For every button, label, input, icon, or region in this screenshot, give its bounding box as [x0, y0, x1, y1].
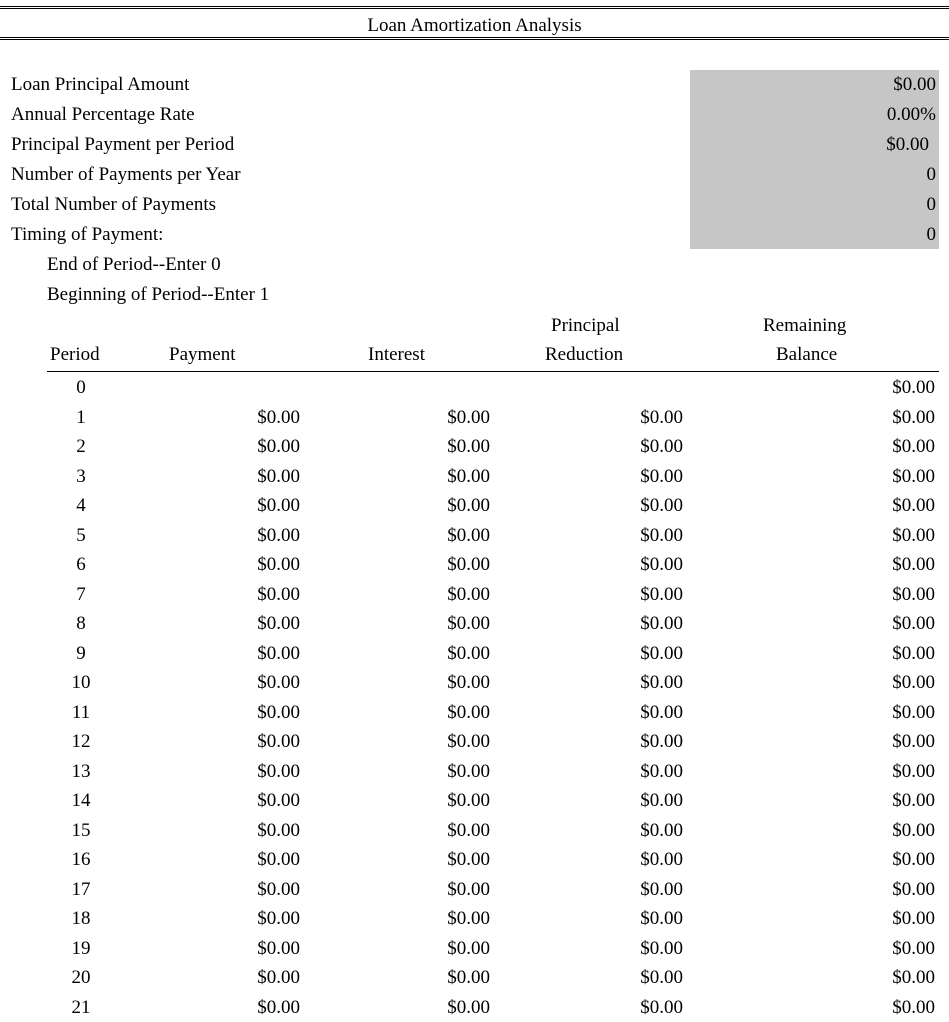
principal-reduction-cell: $0.00: [553, 963, 683, 993]
interest-cell: $0.00: [360, 491, 490, 521]
period-cell: 5: [60, 521, 102, 551]
payment-cell: $0.00: [170, 816, 300, 846]
interest-cell: $0.00: [360, 904, 490, 934]
principal-reduction-cell: $0.00: [553, 698, 683, 728]
loan-principal-input[interactable]: $0.00: [690, 70, 939, 99]
period-cell: 8: [60, 609, 102, 639]
principal-reduction-cell: $0.00: [553, 993, 683, 1022]
period-cell: 18: [60, 904, 102, 934]
table-row: [0, 403, 949, 433]
table-row: [0, 904, 949, 934]
payments-per-year-label: Number of Payments per Year: [11, 160, 241, 189]
table-row: [0, 609, 949, 639]
payment-timing-input[interactable]: 0: [690, 220, 939, 249]
payment-cell: $0.00: [170, 934, 300, 964]
payment-cell: $0.00: [170, 875, 300, 905]
header-period: Period: [50, 341, 100, 369]
remaining-balance-cell: $0.00: [760, 993, 935, 1022]
period-cell: 16: [60, 845, 102, 875]
remaining-balance-cell: $0.00: [760, 963, 935, 993]
payment-cell: $0.00: [170, 757, 300, 787]
remaining-balance-cell: $0.00: [760, 845, 935, 875]
table-row: [0, 521, 949, 551]
interest-cell: $0.00: [360, 639, 490, 669]
payment-cell: $0.00: [170, 609, 300, 639]
payment-cell: $0.00: [170, 668, 300, 698]
interest-cell: $0.00: [360, 934, 490, 964]
interest-cell: $0.00: [360, 521, 490, 551]
remaining-balance-cell: $0.00: [760, 757, 935, 787]
header-payment: Payment: [169, 341, 236, 369]
payment-cell: $0.00: [170, 462, 300, 492]
amortization-table-body: [0, 373, 949, 1022]
table-row: [0, 757, 949, 787]
principal-reduction-cell: $0.00: [553, 432, 683, 462]
timing-option-beginning: Beginning of Period--Enter 1: [47, 280, 269, 309]
total-payments-input[interactable]: 0: [690, 190, 939, 219]
remaining-balance-cell: $0.00: [760, 491, 935, 521]
sheet-title: Loan Amortization Analysis: [0, 16, 949, 35]
principal-reduction-cell: $0.00: [553, 727, 683, 757]
payment-cell: $0.00: [170, 491, 300, 521]
principal-reduction-cell: $0.00: [553, 491, 683, 521]
table-row: [0, 816, 949, 846]
header-principal-top: Principal: [551, 312, 620, 340]
interest-cell: $0.00: [360, 963, 490, 993]
period-cell: 9: [60, 639, 102, 669]
payment-cell: $0.00: [170, 993, 300, 1022]
table-row: [0, 727, 949, 757]
payment-cell: $0.00: [170, 845, 300, 875]
period-cell: 7: [60, 580, 102, 610]
remaining-balance-cell: $0.00: [760, 373, 935, 403]
principal-reduction-cell: $0.00: [553, 550, 683, 580]
annual-rate-label: Annual Percentage Rate: [11, 100, 195, 129]
interest-cell: $0.00: [360, 432, 490, 462]
period-cell: 3: [60, 462, 102, 492]
payment-cell: $0.00: [170, 521, 300, 551]
remaining-balance-cell: $0.00: [760, 875, 935, 905]
loan-principal-label: Loan Principal Amount: [11, 70, 189, 99]
table-row: [0, 491, 949, 521]
timing-option-end: End of Period--Enter 0: [47, 250, 221, 279]
remaining-balance-cell: $0.00: [760, 521, 935, 551]
period-cell: 1: [60, 403, 102, 433]
remaining-balance-cell: $0.00: [760, 550, 935, 580]
period-cell: 6: [60, 550, 102, 580]
principal-reduction-cell: $0.00: [553, 934, 683, 964]
table-row: [0, 963, 949, 993]
period-cell: 11: [60, 698, 102, 728]
interest-cell: $0.00: [360, 403, 490, 433]
principal-reduction-cell: $0.00: [553, 639, 683, 669]
header-principal-bottom: Reduction: [545, 341, 623, 369]
principal-reduction-cell: $0.00: [553, 875, 683, 905]
table-row: [0, 875, 949, 905]
remaining-balance-cell: $0.00: [760, 609, 935, 639]
remaining-balance-cell: $0.00: [760, 639, 935, 669]
interest-cell: $0.00: [360, 462, 490, 492]
interest-cell: $0.00: [360, 757, 490, 787]
table-row: [0, 639, 949, 669]
payment-cell: $0.00: [170, 786, 300, 816]
period-cell: 20: [60, 963, 102, 993]
table-row: [0, 373, 949, 403]
remaining-balance-cell: $0.00: [760, 432, 935, 462]
table-row: [0, 668, 949, 698]
interest-cell: $0.00: [360, 845, 490, 875]
payment-cell: $0.00: [170, 698, 300, 728]
header-underline: [47, 371, 939, 372]
remaining-balance-cell: $0.00: [760, 580, 935, 610]
principal-payment-input[interactable]: $0.00: [690, 130, 939, 159]
period-cell: 2: [60, 432, 102, 462]
period-cell: 13: [60, 757, 102, 787]
table-row: [0, 580, 949, 610]
principal-reduction-cell: $0.00: [553, 904, 683, 934]
annual-rate-input[interactable]: 0.00%: [690, 100, 939, 129]
period-cell: 21: [60, 993, 102, 1022]
principal-reduction-cell: $0.00: [553, 845, 683, 875]
principal-reduction-cell: $0.00: [553, 609, 683, 639]
payment-cell: $0.00: [170, 580, 300, 610]
interest-cell: $0.00: [360, 727, 490, 757]
principal-reduction-cell: $0.00: [553, 521, 683, 551]
payment-cell: $0.00: [170, 904, 300, 934]
period-cell: 12: [60, 727, 102, 757]
table-row: [0, 550, 949, 580]
remaining-balance-cell: $0.00: [760, 698, 935, 728]
remaining-balance-cell: $0.00: [760, 786, 935, 816]
period-cell: 19: [60, 934, 102, 964]
payment-timing-label: Timing of Payment:: [11, 220, 163, 249]
interest-cell: $0.00: [360, 550, 490, 580]
remaining-balance-cell: $0.00: [760, 904, 935, 934]
header-balance-bottom: Balance: [776, 341, 837, 369]
payment-cell: $0.00: [170, 639, 300, 669]
table-row: [0, 462, 949, 492]
table-row: [0, 786, 949, 816]
payments-per-year-input[interactable]: 0: [690, 160, 939, 189]
remaining-balance-cell: $0.00: [760, 403, 935, 433]
interest-cell: $0.00: [360, 786, 490, 816]
principal-reduction-cell: $0.00: [553, 786, 683, 816]
principal-reduction-cell: $0.00: [553, 403, 683, 433]
total-payments-label: Total Number of Payments: [11, 190, 216, 219]
period-cell: 4: [60, 491, 102, 521]
interest-cell: $0.00: [360, 698, 490, 728]
table-row: [0, 845, 949, 875]
interest-cell: $0.00: [360, 580, 490, 610]
period-cell: 15: [60, 816, 102, 846]
payment-cell: $0.00: [170, 727, 300, 757]
payment-cell: $0.00: [170, 963, 300, 993]
header-balance-top: Remaining: [763, 312, 846, 340]
principal-reduction-cell: $0.00: [553, 668, 683, 698]
remaining-balance-cell: $0.00: [760, 727, 935, 757]
table-row: [0, 432, 949, 462]
interest-cell: $0.00: [360, 993, 490, 1022]
payment-cell: $0.00: [170, 403, 300, 433]
principal-payment-label: Principal Payment per Period: [11, 130, 234, 159]
payment-cell: $0.00: [170, 432, 300, 462]
principal-reduction-cell: $0.00: [553, 757, 683, 787]
remaining-balance-cell: $0.00: [760, 462, 935, 492]
period-cell: 14: [60, 786, 102, 816]
title-band: [0, 6, 949, 40]
remaining-balance-cell: $0.00: [760, 668, 935, 698]
table-row: [0, 993, 949, 1022]
header-interest: Interest: [368, 341, 425, 369]
principal-reduction-cell: $0.00: [553, 580, 683, 610]
interest-cell: $0.00: [360, 875, 490, 905]
remaining-balance-cell: $0.00: [760, 934, 935, 964]
table-row: [0, 934, 949, 964]
table-row: [0, 698, 949, 728]
principal-reduction-cell: $0.00: [553, 462, 683, 492]
interest-cell: $0.00: [360, 609, 490, 639]
interest-cell: $0.00: [360, 816, 490, 846]
principal-reduction-cell: $0.00: [553, 816, 683, 846]
period-cell: 0: [60, 373, 102, 403]
payment-cell: $0.00: [170, 550, 300, 580]
period-cell: 10: [60, 668, 102, 698]
interest-cell: $0.00: [360, 668, 490, 698]
remaining-balance-cell: $0.00: [760, 816, 935, 846]
period-cell: 17: [60, 875, 102, 905]
